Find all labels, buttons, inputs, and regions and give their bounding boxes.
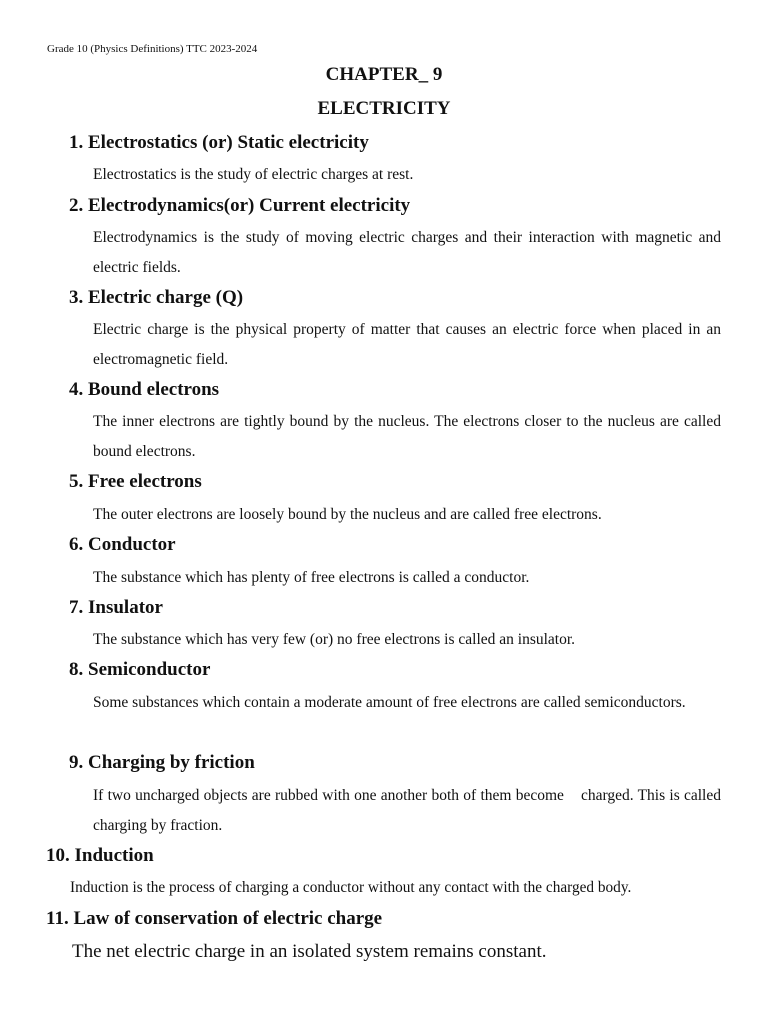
definition-text: Electric charge is the physical property of matter that causes an electric force when placed in an electromagnetic field. xyxy=(93,321,721,368)
item-title: Induction xyxy=(74,845,154,866)
item-title: Electrodynamics(or) Current electricity xyxy=(88,195,411,216)
definition-heading xyxy=(69,659,210,681)
definition-heading xyxy=(69,534,176,556)
subject-title: ELECTRICITY xyxy=(317,98,451,119)
definition-text: Induction is the process of charging a conductor without any contact with the charged body. xyxy=(70,879,632,896)
definition-text: Electrodynamics is the study of moving electric charges and their interaction with magnetic and electric fields. xyxy=(93,229,721,276)
item-number: 5. xyxy=(69,471,84,492)
definition-text: Some substances which contain a moderate amount of free electrons are called semiconductors. xyxy=(93,694,686,711)
item-title: Conductor xyxy=(88,534,176,555)
page-header: Grade 10 (Physics Definitions) TTC 2023-2024 xyxy=(47,43,258,55)
item-title: Law of conservation of electric charge xyxy=(73,908,383,929)
definition-heading xyxy=(69,195,410,217)
item-title: Charging by friction xyxy=(88,752,255,773)
definition-text: The outer electrons are loosely bound by the nucleus and are called free electrons. xyxy=(93,506,602,523)
item-number: 8. xyxy=(69,659,84,680)
item-title: Semiconductor xyxy=(88,659,211,680)
definition-heading xyxy=(69,287,243,309)
item-number: 2. xyxy=(69,195,84,216)
definition-heading xyxy=(69,379,219,401)
item-title: Free electrons xyxy=(88,471,202,492)
item-number: 4. xyxy=(69,379,84,400)
definition-heading xyxy=(69,132,369,154)
chapter-title: CHAPTER_ 9 xyxy=(325,64,443,85)
definition-heading xyxy=(69,597,163,619)
definition-heading xyxy=(46,908,382,930)
definition-text: The substance which has very few (or) no free electrons is called an insulator. xyxy=(93,631,576,648)
item-number: 7. xyxy=(69,597,84,618)
definition-text: The inner electrons are tightly bound by the nucleus. The electrons closer to the nucleus are called bound electrons. xyxy=(93,413,721,460)
definition-text: The net electric charge in an isolated system remains constant. xyxy=(72,941,547,962)
item-number: 1. xyxy=(69,132,84,153)
item-title: Electrostatics (or) Static electricity xyxy=(88,132,369,153)
item-title: Insulator xyxy=(88,597,163,618)
item-number: 11. xyxy=(46,908,69,929)
definition-text: Electrostatics is the study of electric charges at rest. xyxy=(93,166,414,183)
definition-heading xyxy=(69,471,202,493)
definition-text: If two uncharged objects are rubbed with one another both of them become charged. This is called charging by fraction. xyxy=(93,787,725,834)
item-number: 9. xyxy=(69,752,84,773)
definition-heading xyxy=(69,752,255,774)
item-number: 6. xyxy=(69,534,84,555)
item-number: 10. xyxy=(46,845,70,866)
item-title: Bound electrons xyxy=(88,379,220,400)
item-number: 3. xyxy=(69,287,84,308)
definition-text: The substance which has plenty of free electrons is called a conductor. xyxy=(93,569,530,586)
definition-heading xyxy=(46,845,154,867)
item-title: Electric charge (Q) xyxy=(88,287,244,308)
